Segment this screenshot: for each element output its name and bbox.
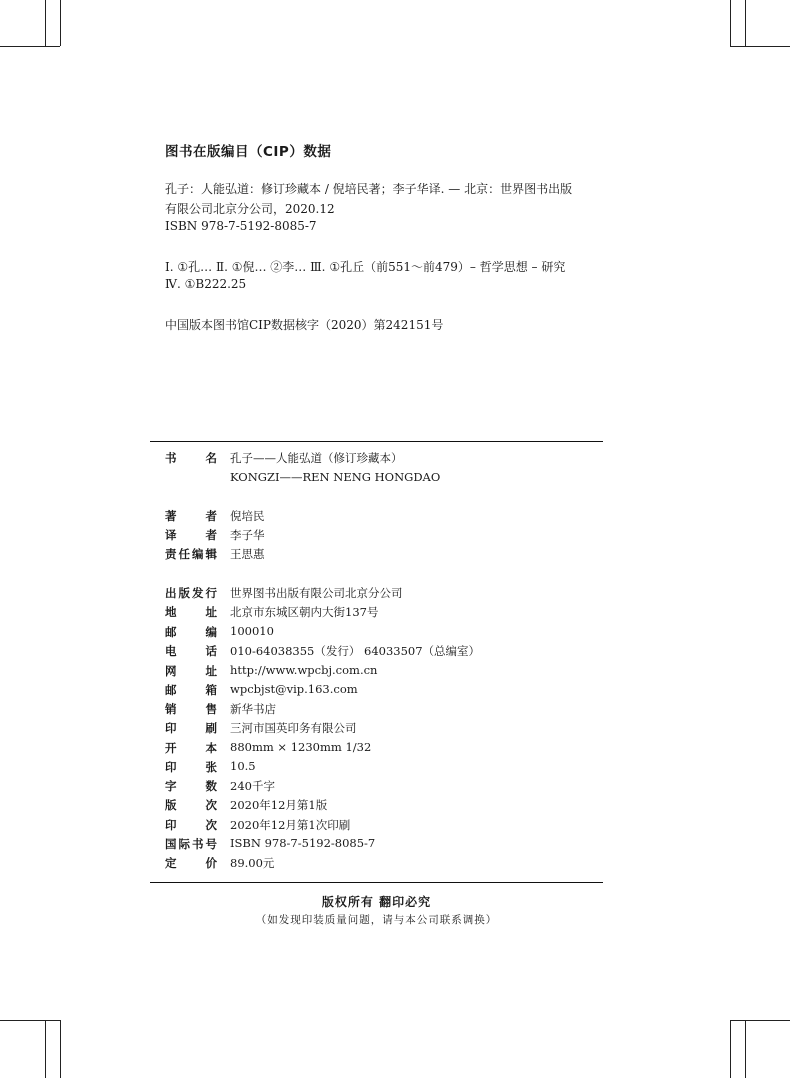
crop-mark <box>745 1020 746 1078</box>
info-value: 2020年12月第1次印刷 <box>230 818 351 832</box>
info-label: 开 本 <box>165 741 217 755</box>
info-value: 240千字 <box>230 779 275 793</box>
info-label: 销 售 <box>165 702 217 716</box>
info-value: ISBN 978-7-5192-8085-7 <box>230 836 376 850</box>
crop-mark <box>60 0 61 46</box>
cip-line: 有限公司北京分公司，2020.12 <box>165 202 335 216</box>
info-label: 版 次 <box>165 798 217 812</box>
cip-isbn: ISBN 978-7-5192-8085-7 <box>165 219 317 233</box>
author: 倪培民 <box>230 509 265 523</box>
info-value: 010-64038355（发行） 64033507（总编室） <box>230 644 481 658</box>
author-label: 著 者 <box>165 509 217 523</box>
crop-mark <box>60 1020 61 1078</box>
info-label: 网 址 <box>165 664 217 678</box>
translator-label: 译 者 <box>165 528 217 542</box>
book-title-en: KONGZI——REN NENG HONGDAO <box>230 470 441 484</box>
info-label: 邮 编 <box>165 625 217 639</box>
rights-notice: 版权所有 翻印必究 <box>321 895 432 909</box>
editor: 王思惠 <box>230 547 265 561</box>
info-label: 国际书号 <box>165 837 217 851</box>
divider <box>150 441 603 442</box>
info-value: 100010 <box>230 624 274 638</box>
info-value: 世界图书出版有限公司北京分公司 <box>230 586 403 600</box>
translator: 李子华 <box>230 528 265 542</box>
crop-mark <box>730 0 731 46</box>
info-value: http://www.wpcbj.com.cn <box>230 663 378 677</box>
crop-mark <box>745 0 746 46</box>
crop-mark <box>45 1020 46 1078</box>
crop-mark <box>0 1020 60 1021</box>
cip-record-number: 中国版本图书馆CIP数据核字（2020）第242151号 <box>165 318 444 332</box>
crop-mark <box>730 46 790 47</box>
editor-label: 责任编辑 <box>165 547 217 561</box>
rights-note: （如发现印装质量问题，请与本公司联系调换） <box>255 914 498 926</box>
info-value: wpcbjst@vip.163.com <box>230 682 358 696</box>
info-value: 新华书店 <box>230 702 276 716</box>
info-value: 北京市东城区朝内大街137号 <box>230 605 379 619</box>
info-label: 印 刷 <box>165 721 217 735</box>
info-label: 字 数 <box>165 779 217 793</box>
cip-classification: Ⅰ. ①孔… Ⅱ. ①倪… ②李… Ⅲ. ①孔丘（前551～前479）– 哲学思想 – 研究 <box>165 260 566 274</box>
crop-mark <box>730 1020 790 1021</box>
crop-mark <box>45 0 46 46</box>
info-value: 10.5 <box>230 759 256 773</box>
crop-mark <box>730 1020 731 1078</box>
info-value: 三河市国英印务有限公司 <box>230 721 357 735</box>
info-label: 邮 箱 <box>165 683 217 697</box>
info-label: 印 次 <box>165 818 217 832</box>
info-label: 电 话 <box>165 644 217 658</box>
book-title-label: 书 名 <box>165 451 217 465</box>
info-label: 印 张 <box>165 760 217 774</box>
info-value: 89.00元 <box>230 856 275 870</box>
info-value: 880mm × 1230mm 1/32 <box>230 740 372 754</box>
info-label: 定 价 <box>165 856 217 870</box>
cip-heading: 图书在版编目（CIP）数据 <box>165 144 332 160</box>
info-value: 2020年12月第1版 <box>230 798 328 812</box>
crop-mark <box>0 46 60 47</box>
divider <box>150 882 603 883</box>
info-label: 出版发行 <box>165 586 217 600</box>
cip-line: 孔子：人能弘道：修订珍藏本 / 倪培民著；李子华译. — 北京：世界图书出版 <box>165 182 573 196</box>
book-title: 孔子——人能弘道（修订珍藏本） <box>230 451 403 465</box>
cip-classification: Ⅳ. ①B222.25 <box>165 277 247 291</box>
info-label: 地 址 <box>165 605 217 619</box>
